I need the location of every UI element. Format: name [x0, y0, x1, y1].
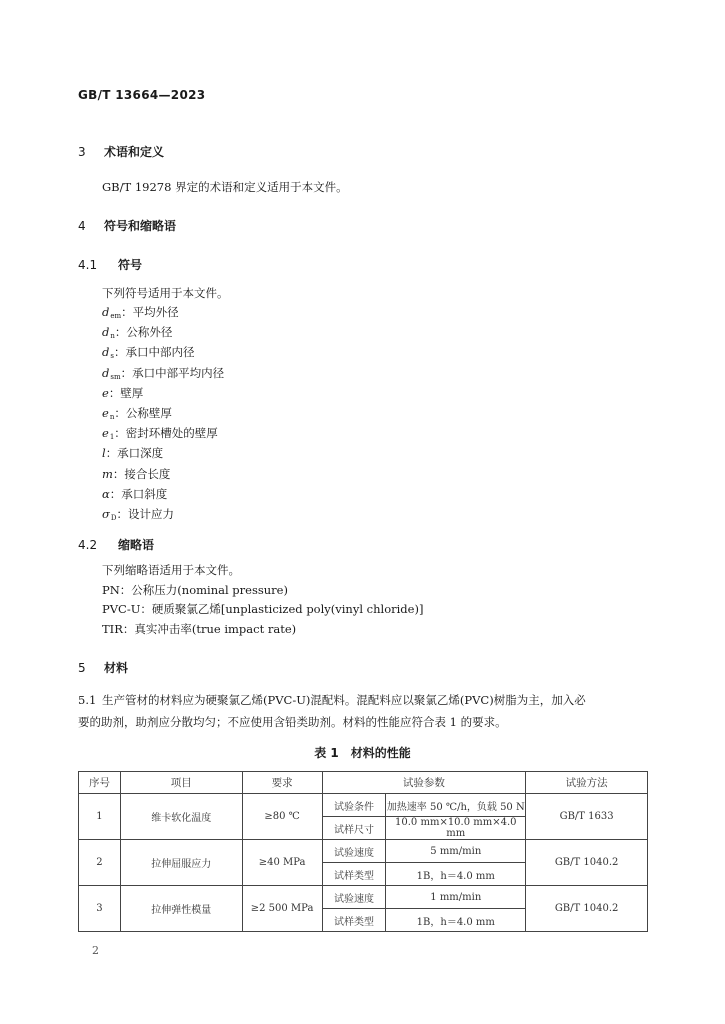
symbol-letter: d [102, 366, 110, 380]
symbol-description: ：平均外径 [121, 305, 179, 319]
section-4-heading [78, 217, 176, 234]
page-number: 2 [92, 944, 99, 957]
abbrev-item: PN：公称压力(nominal pressure) [102, 583, 288, 597]
cell-no: 2 [79, 840, 121, 886]
symbol-item [102, 365, 224, 381]
paragraph-line: 要的助剂，助剂应分散均匀；不应使用含铅类助剂。材料的性能应符合表 1 的要求。 [78, 715, 507, 729]
cell-param-name: 试验速度 [322, 886, 386, 909]
symbol-description: ：公称外径 [114, 325, 173, 339]
symbol-description: ：设计应力 [116, 507, 174, 521]
table-row [79, 794, 648, 817]
header-requirement: 要求 [242, 772, 322, 794]
table-row [79, 840, 648, 863]
header-test-params: 试验参数 [322, 772, 526, 794]
paragraph-line: 生产管材的材料应为硬聚氯乙烯(PVC-U)混配料。混配料应以聚氯乙烯(PVC)树脂为主，加入必 [102, 693, 586, 707]
symbol-letter: d [102, 325, 110, 339]
symbol-item [102, 385, 143, 401]
cell-method: GB/T 1040.2 [526, 886, 648, 932]
section-number: 4 [78, 219, 86, 233]
symbol-letter: e [102, 426, 109, 440]
section-5-1-paragraph [78, 689, 648, 733]
symbol-item [102, 466, 170, 482]
cell-param-value: 5 mm/min [386, 840, 526, 863]
header-item: 项目 [120, 772, 242, 794]
table-row [79, 886, 648, 909]
cell-param-name: 试验条件 [322, 794, 386, 817]
symbol-item [102, 304, 179, 320]
symbol-subscript: D [110, 514, 117, 522]
symbol-item [102, 344, 194, 360]
cell-no: 1 [79, 794, 121, 840]
cell-requirement: ≥2 500 MPa [242, 886, 322, 932]
section-5-heading [78, 659, 128, 676]
materials-table [78, 771, 648, 932]
symbol-description: ：密封环槽处的壁厚 [114, 426, 218, 440]
abbrev-item: TIR：真实冲击率(true impact rate) [102, 622, 297, 636]
cell-requirement: ≥80 ℃ [242, 794, 322, 840]
section-title: 符号 [118, 258, 143, 272]
cell-param-value: 1B，h＝4.0 mm [386, 863, 526, 886]
symbol-item [102, 506, 174, 522]
cell-param-value: 1B，h＝4.0 mm [386, 909, 526, 932]
symbol-item [102, 486, 167, 502]
section-title: 术语和定义 [104, 145, 165, 159]
section-title: 材料 [104, 661, 129, 675]
cell-no: 3 [79, 886, 121, 932]
cell-param-name: 试样类型 [322, 909, 386, 932]
symbol-letter: d [102, 305, 110, 319]
symbol-letter: σ [102, 507, 110, 521]
symbol-description: ：接合长度 [112, 467, 171, 481]
section-3-text: GB/T 19278 界定的术语和定义适用于本文件。 [102, 180, 348, 194]
symbol-subscript: s [110, 352, 114, 360]
symbol-subscript: n [110, 332, 115, 340]
symbol-description: ：承口斜度 [109, 487, 168, 501]
cell-param-value: 加热速率 50 ℃/h，负载 50 N [386, 794, 526, 817]
section-number: 4.1 [78, 258, 98, 272]
symbol-letter: d [102, 345, 110, 359]
symbol-description: ：公称壁厚 [114, 406, 172, 420]
section-3-heading [78, 143, 164, 160]
section-title: 缩略语 [118, 538, 155, 552]
symbol-subscript: 1 [109, 433, 115, 441]
symbol-subscript: sm [110, 373, 121, 381]
cell-param-name: 试样尺寸 [322, 817, 386, 840]
section-number: 5 [78, 661, 86, 675]
cell-requirement: ≥40 MPa [242, 840, 322, 886]
cell-method: GB/T 1633 [526, 794, 648, 840]
symbol-subscript: em [110, 312, 122, 320]
symbol-description: ：壁厚 [108, 386, 144, 400]
section-4-2-heading [78, 536, 154, 553]
symbol-description: ：承口中部平均内径 [120, 366, 225, 380]
document-header: GB/T 13664—2023 [78, 88, 206, 102]
cell-item: 维卡软化温度 [120, 794, 242, 840]
clause-number: 5.1 [78, 693, 97, 707]
header-test-method: 试验方法 [526, 772, 648, 794]
symbol-letter: e [102, 386, 109, 400]
section-4-1-heading [78, 256, 142, 273]
section-number: 4.2 [78, 538, 98, 552]
symbol-item [102, 405, 172, 421]
symbol-item [102, 445, 163, 461]
cell-param-name: 试验速度 [322, 840, 386, 863]
symbol-description: ：承口中部内径 [113, 345, 195, 359]
cell-param-value: 1 mm/min [386, 886, 526, 909]
cell-param-value: 10.0 mm×10.0 mm×4.0 mm [386, 817, 526, 840]
symbol-description: ：承口深度 [105, 446, 164, 460]
section-number: 3 [78, 145, 86, 159]
symbol-letter: α [102, 487, 110, 501]
section-title: 符号和缩略语 [104, 219, 177, 233]
abbrev-item: PVC-U：硬质聚氯乙烯[unplasticized poly(vinyl chloride)] [102, 602, 424, 616]
symbol-item [102, 425, 218, 441]
cell-method: GB/T 1040.2 [526, 840, 648, 886]
symbol-item [102, 324, 172, 340]
cell-item: 拉伸屈服应力 [120, 840, 242, 886]
header-no: 序号 [79, 772, 121, 794]
abbrev-intro: 下列缩略语适用于本文件。 [102, 563, 240, 577]
table-caption: 表 1 材料的性能 [314, 746, 411, 760]
cell-param-name: 试样类型 [322, 863, 386, 886]
symbol-letter: m [102, 467, 113, 481]
symbol-subscript: n [109, 413, 115, 421]
symbol-letter: e [102, 406, 109, 420]
symbols-intro: 下列符号适用于本文件。 [102, 286, 229, 300]
symbol-letter: l [102, 446, 106, 460]
table-header-row [79, 772, 648, 794]
cell-item: 拉伸弹性模量 [120, 886, 242, 932]
